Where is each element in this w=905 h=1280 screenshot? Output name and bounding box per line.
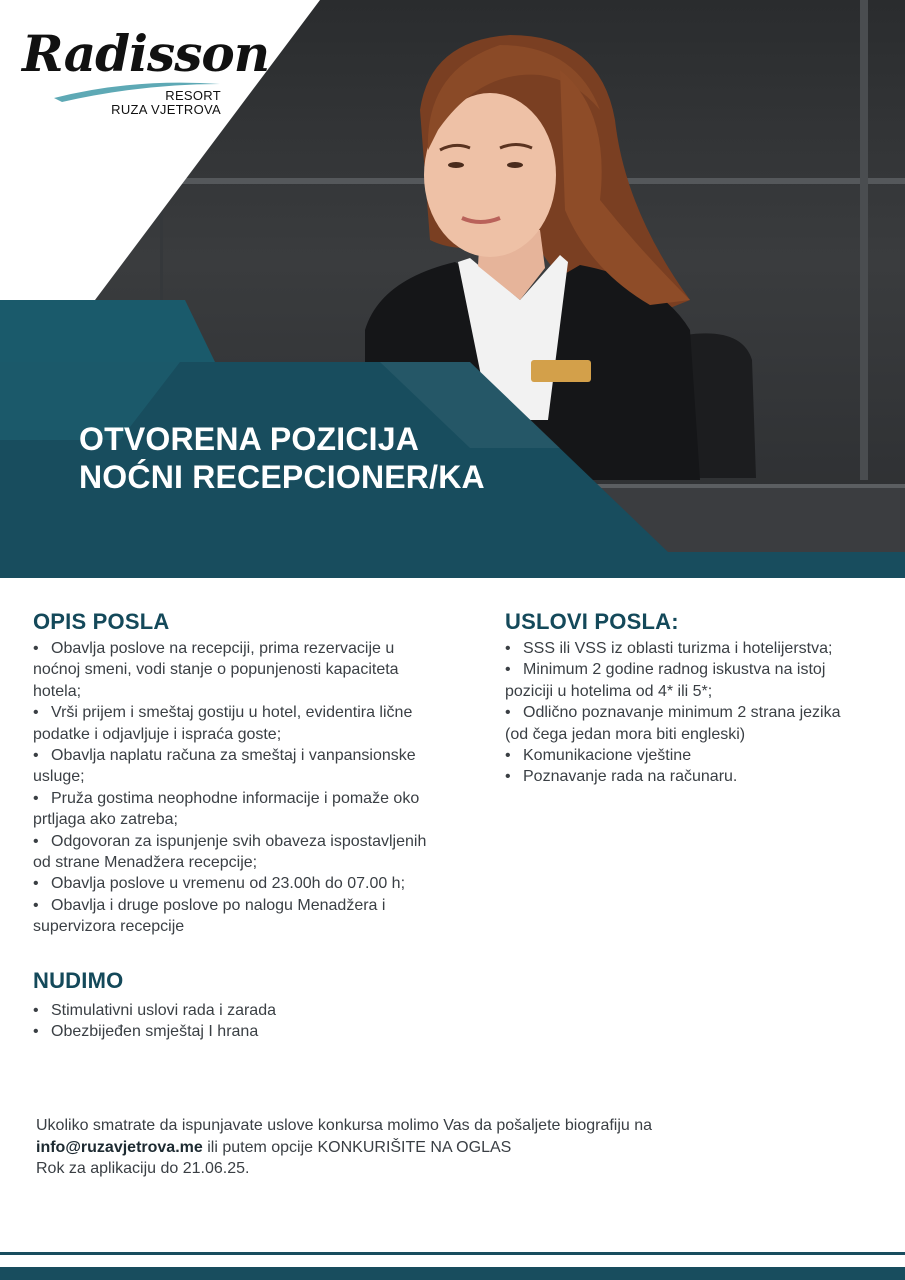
list-item-text: podatke i odjavljuje i ispraća goste; bbox=[33, 725, 282, 743]
bullet-icon: • bbox=[33, 832, 39, 850]
list-item-text: Obezbijeđen smještaj I hrana bbox=[51, 1023, 259, 1041]
footer-rule bbox=[0, 1252, 905, 1255]
list-item bbox=[33, 895, 488, 916]
list-item-text: Vrši prijem i smeštaj gostiju u hotel, evidentira lične bbox=[51, 704, 413, 722]
list-item-text: Odgovoran za ispunjenje svih obaveza ispostavljenih bbox=[51, 832, 427, 850]
list-item bbox=[33, 788, 488, 809]
bullet-icon: • bbox=[505, 768, 511, 786]
logo-resort-text: RESORT bbox=[165, 88, 221, 103]
footer-bar bbox=[0, 1267, 905, 1280]
list-item-text: noćnoj smeni, vodi stanje o popunjenosti kapaciteta bbox=[33, 661, 399, 679]
list-item bbox=[33, 1021, 488, 1042]
list-item-text: hotela; bbox=[33, 682, 82, 700]
nudimo-list bbox=[33, 1000, 488, 1043]
nudimo-heading: NUDIMO bbox=[33, 968, 124, 993]
bullet-icon: • bbox=[33, 1023, 39, 1041]
uslovi-posla-heading: USLOVI POSLA: bbox=[505, 609, 679, 634]
bullet-icon: • bbox=[33, 747, 39, 765]
list-item-text: Pruža gostima neophodne informacije i pomaže oko bbox=[51, 789, 420, 807]
list-item-text: SSS ili VSS iz oblasti turizma i hotelijerstva; bbox=[523, 640, 833, 657]
list-item-text: usluge; bbox=[33, 768, 85, 786]
list-item-text: prtljaga ako zatreba; bbox=[33, 811, 178, 829]
list-item bbox=[33, 916, 488, 937]
list-item-text: (od čega jedan mora biti engleski) bbox=[505, 725, 746, 743]
list-item bbox=[33, 809, 488, 830]
opis-posla-heading: OPIS POSLA bbox=[33, 609, 170, 634]
list-item-text: supervizora recepcije bbox=[33, 918, 185, 936]
list-item bbox=[33, 873, 488, 894]
bullet-icon: • bbox=[33, 896, 39, 914]
list-item-text: Poznavanje rada na računaru. bbox=[523, 768, 738, 786]
list-item bbox=[33, 659, 488, 680]
application-info bbox=[36, 1115, 836, 1180]
list-item-text: od strane Menadžera recepcije; bbox=[33, 854, 258, 872]
application-line-1: Ukoliko smatrate da ispunjavate uslove konkursa molimo Vas da pošaljete biografiju na bbox=[36, 1117, 653, 1134]
list-item bbox=[33, 766, 488, 787]
list-item-text: Obavlja naplatu računa za smeštaj i vanpansionske bbox=[51, 747, 416, 765]
list-item bbox=[505, 702, 895, 723]
list-item bbox=[505, 681, 895, 702]
radisson-logo bbox=[22, 24, 270, 119]
hero-bottom-strip bbox=[0, 552, 905, 578]
list-item bbox=[33, 745, 488, 766]
bullet-icon: • bbox=[33, 789, 39, 807]
list-item bbox=[33, 831, 488, 852]
list-item bbox=[33, 638, 488, 659]
bullet-icon: • bbox=[33, 704, 39, 722]
list-item bbox=[505, 659, 895, 680]
bullet-icon: • bbox=[33, 640, 39, 657]
list-item bbox=[33, 681, 488, 702]
hero-banner bbox=[0, 0, 905, 578]
contact-email-link[interactable]: info@ruzavjetrova.me bbox=[36, 1138, 203, 1156]
list-item bbox=[33, 702, 488, 723]
list-item-text: Komunikacione vještine bbox=[523, 747, 692, 765]
hero-title-line-2: NOĆNI RECEPCIONER/KA bbox=[79, 459, 485, 495]
list-item bbox=[505, 745, 895, 766]
list-item-text: Obavlja poslove na recepciji, prima rezervacije u bbox=[51, 640, 395, 657]
list-item bbox=[33, 724, 488, 745]
list-item-text: poziciji u hotelima od 4* ili 5*; bbox=[505, 682, 713, 700]
list-item bbox=[505, 724, 895, 745]
bullet-icon: • bbox=[33, 875, 39, 893]
list-item bbox=[505, 638, 895, 659]
bullet-icon: • bbox=[505, 704, 511, 722]
logo-location-text: RUZA VJETROVA bbox=[111, 102, 221, 117]
hero-title bbox=[79, 420, 485, 496]
list-item bbox=[33, 852, 488, 873]
application-line-2 bbox=[36, 1137, 836, 1159]
list-item-text: Obavlja i druge poslove po nalogu Menadžera i bbox=[51, 896, 386, 914]
uslovi-posla-list bbox=[505, 638, 895, 788]
application-deadline: Rok za aplikaciju do 21.06.25. bbox=[36, 1160, 250, 1177]
bullet-icon: • bbox=[33, 1002, 39, 1019]
list-item-text: Obavlja poslove u vremenu od 23.00h do 07.00 h; bbox=[51, 875, 406, 893]
list-item-text: Stimulativni uslovi rada i zarada bbox=[51, 1002, 276, 1019]
list-item bbox=[505, 766, 895, 787]
bullet-icon: • bbox=[505, 661, 511, 679]
list-item-text: Odlično poznavanje minimum 2 strana jezika bbox=[523, 704, 841, 722]
bullet-icon: • bbox=[505, 640, 511, 657]
bullet-icon: • bbox=[505, 747, 511, 765]
application-option-text: ili putem opcije KONKURIŠITE NA OGLAS bbox=[202, 1138, 512, 1156]
list-item bbox=[33, 1000, 488, 1021]
opis-posla-list bbox=[33, 638, 488, 938]
list-item-text: Minimum 2 godine radnog iskustva na istoj bbox=[523, 661, 826, 679]
hero-title-line-1: OTVORENA POZICIJA bbox=[79, 421, 420, 457]
logo-wordmark: Radisson bbox=[22, 24, 270, 83]
